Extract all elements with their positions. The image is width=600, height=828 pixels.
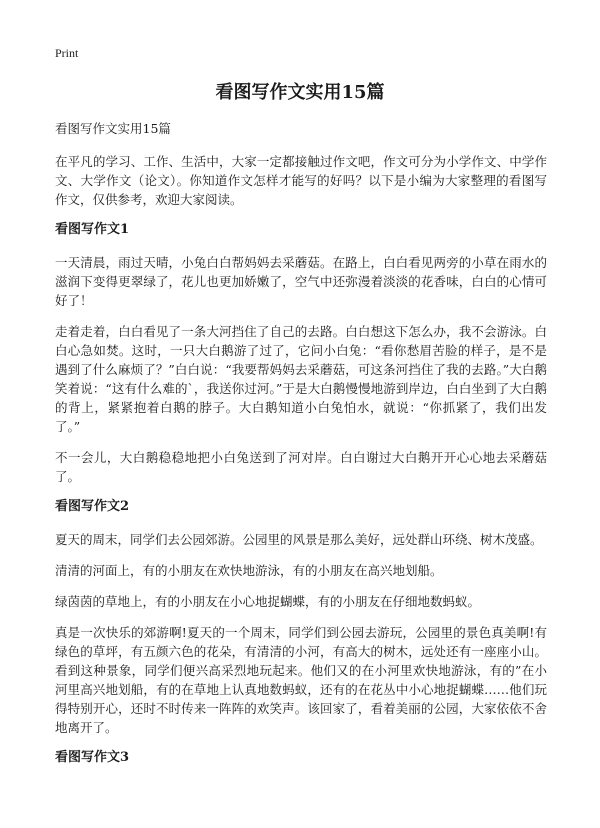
section-heading: 看图写作文3	[55, 750, 130, 765]
paragraph: 一天清晨，雨过天晴，小兔白白帮妈妈去采蘑菇。在路上，白白看见两旁的小草在雨水的滋润下变得更翠绿了，花儿也更加娇嫩了，空气中还弥漫着淡淡的花香味，白白的心情可好了！	[55, 255, 547, 308]
paragraph: 真是一次快乐的郊游啊!夏天的一个周末，同学们到公园去游玩，公园里的景色真美啊!有绿色的草坪，有五颜六色的花朵，有清清的小河，有高大的树木，远处还有一座座小山。看到这种景象，同学们便兴高采烈地玩起来。他们又的在小河里欢快地游泳，有的”在小河里高兴地划船，有的在草地上认真地数蚂蚁，还有的在花丛中小心地捉蝴蝶……他们玩得特别开心，还时不时传来一阵阵的欢笑声。该回家了，看着美丽的公园，大家依依不舍地离开了。	[55, 625, 547, 735]
paragraph: 走着走着，白白看见了一条大河挡住了自己的去路。白白想这下怎么办，我不会游泳。白白心急如焚。这时，一只大白鹅游了过了，它问小白兔：“看你愁眉苦脸的样子，是不是遇到了什么麻烦了？”白白说：“我要帮妈妈去采蘑菇，可这条河挡住了我的去路。”大白鹅笑着说：“这有什么难的`，我送你过河。”于是大白鹅慢慢地游到岸边，白白坐到了大白鹅的背上，紧紧抱着白鹅的脖子。大白鹅知道小白兔怕水，就说：“你抓紧了，我们出发了。”	[55, 324, 547, 434]
article-subtitle: 看图写作文实用15篇	[55, 121, 171, 136]
page-title: 看图写作文实用15篇	[215, 82, 385, 103]
section-heading: 看图写作文1	[55, 222, 130, 237]
paragraph: 夏天的周末，同学们去公园郊游。公园里的风景是那么美好，远处群山环绕、树木茂盛。	[55, 532, 543, 547]
paragraph: 清清的河面上，有的小朋友在欢快地游泳，有的小朋友在高兴地划船。	[55, 563, 443, 578]
section-heading: 看图写作文2	[55, 499, 130, 514]
intro-paragraph: 在平凡的学习、工作、生活中，大家一定都接触过作文吧，作文可分为小学作文、中学作文、大学作文（论文）。你知道作文怎样才能写的好吗？以下是小编为大家整理的看图写作文，仅供参考，欢迎大家阅读。	[55, 154, 547, 207]
paragraph: 绿茵茵的草地上，有的小朋友在小心地捉蝴蝶，有的小朋友在仔细地数蚂蚁。	[55, 594, 481, 609]
print-link[interactable]: Print	[55, 46, 79, 60]
article-body	[55, 120, 547, 781]
paragraph: 不一会儿，大白鹅稳稳地把小白兔送到了河对岸。白白谢过大白鹅开开心心地去采蘑菇了。	[55, 450, 547, 484]
